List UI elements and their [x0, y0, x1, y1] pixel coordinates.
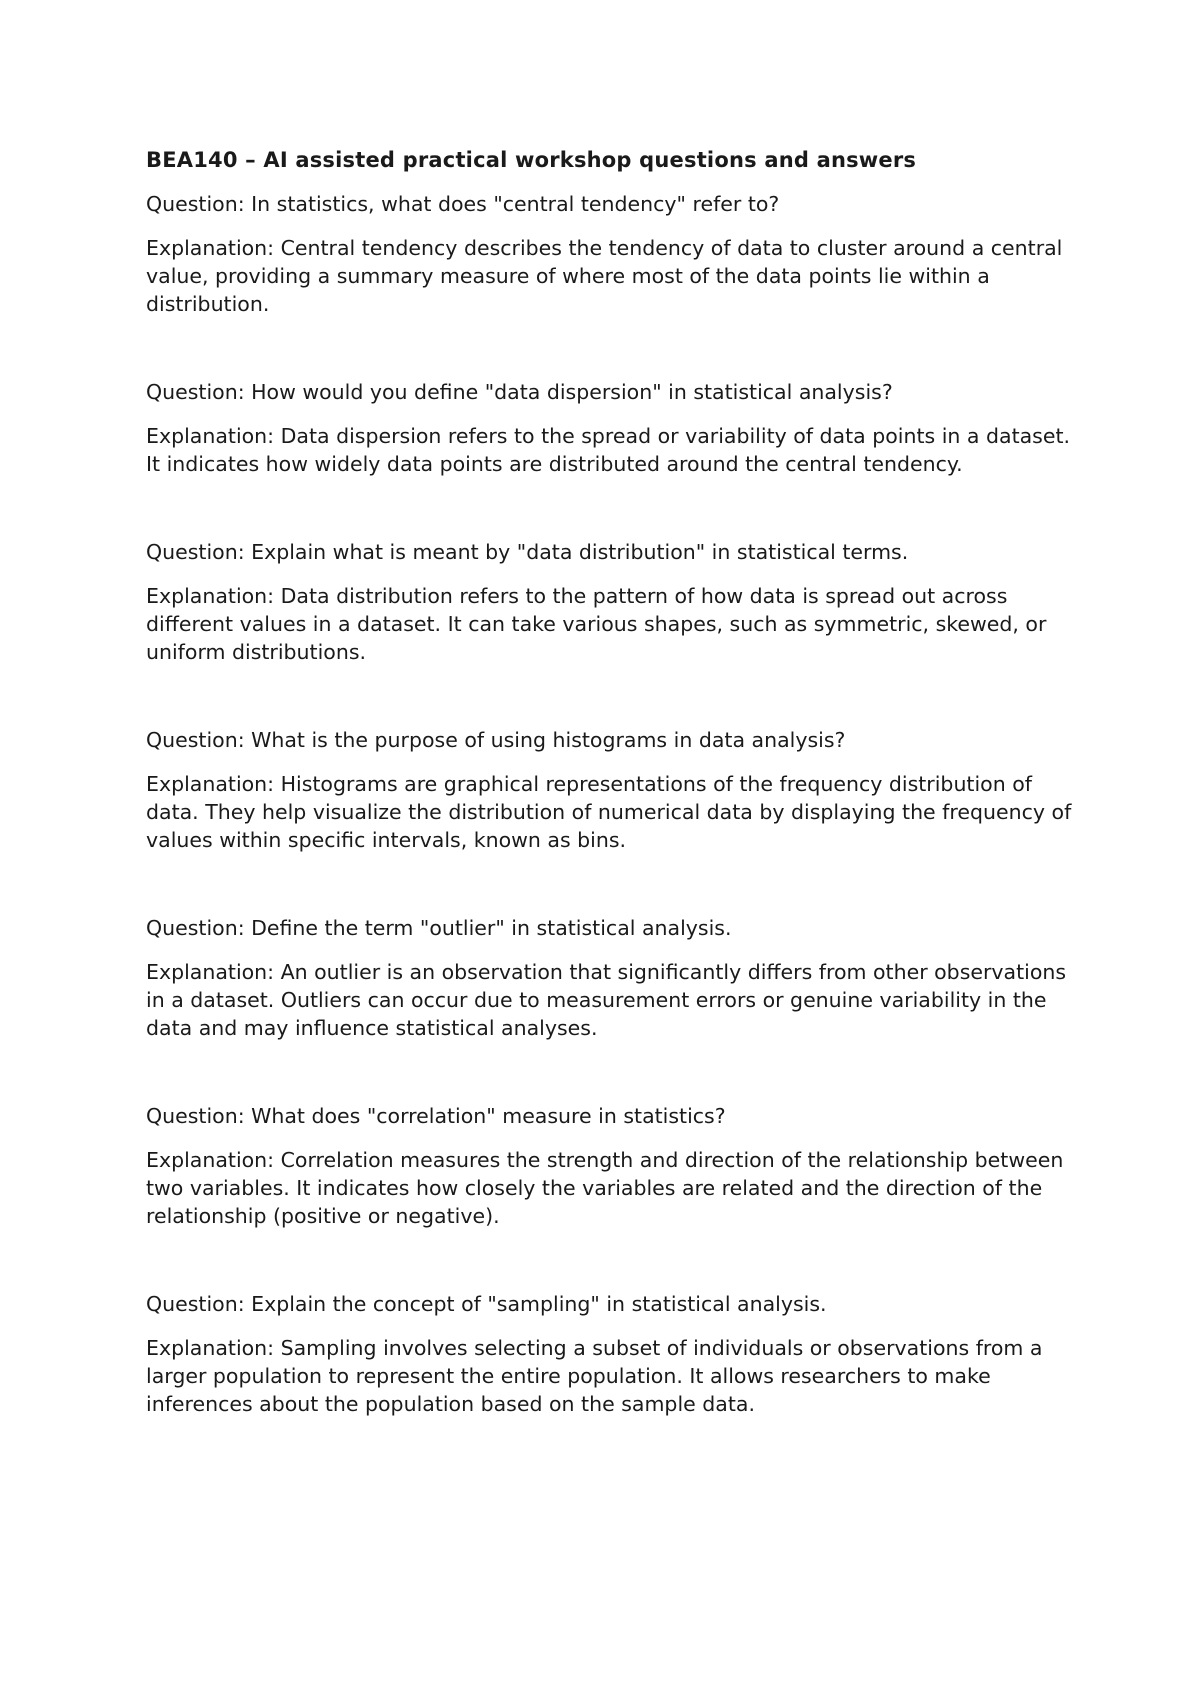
question-text: Question: In statistics, what does "central tendency" refer to?	[146, 192, 780, 216]
explanation-text: Explanation: Data distribution refers to the pattern of how data is spread out across different values in a dataset. It can take various shapes, such as symmetric, skewed, or uniform distributions.	[146, 584, 1047, 664]
qa-item	[146, 1102, 1086, 1230]
question-text: Question: How would you define "data dispersion" in statistical analysis?	[146, 380, 893, 404]
qa-item	[146, 1290, 1086, 1418]
qa-item	[146, 538, 1086, 666]
question-text: Question: Explain what is meant by "data distribution" in statistical terms.	[146, 540, 909, 564]
explanation-text: Explanation: An outlier is an observation that significantly differs from other observations in a dataset. Outliers can occur due to measurement errors or genuine variability in the data and may influence statistical analyses.	[146, 960, 1067, 1040]
explanation-text: Explanation: Central tendency describes the tendency of data to cluster around a central value, providing a summary measure of where most of the data points lie within a distribution.	[146, 236, 1063, 316]
qa-item	[146, 378, 1086, 478]
explanation-text: Explanation: Sampling involves selecting a subset of individuals or observations from a larger population to represent the entire population. It allows researchers to make inferences about the population based on the sample data.	[146, 1336, 1043, 1416]
document-page	[146, 146, 1086, 1478]
question-text: Question: Explain the concept of "sampling" in statistical analysis.	[146, 1292, 827, 1316]
qa-item	[146, 190, 1086, 318]
qa-item	[146, 914, 1086, 1042]
question-text: Question: What is the purpose of using histograms in data analysis?	[146, 728, 846, 752]
question-text: Question: Define the term "outlier" in statistical analysis.	[146, 916, 732, 940]
qa-item	[146, 726, 1086, 854]
explanation-text: Explanation: Histograms are graphical representations of the frequency distribution of data. They help visualize the distribution of numerical data by displaying the frequency of values within specific intervals, known as bins.	[146, 772, 1072, 852]
explanation-text: Explanation: Data dispersion refers to the spread or variability of data points in a dataset. It indicates how widely data points are distributed around the central tendency.	[146, 424, 1071, 476]
question-text: Question: What does "correlation" measure in statistics?	[146, 1104, 726, 1128]
explanation-text: Explanation: Correlation measures the strength and direction of the relationship between two variables. It indicates how closely the variables are related and the direction of the relationship (positive or negative).	[146, 1148, 1064, 1228]
document-title: BEA140 – AI assisted practical workshop questions and answers	[146, 148, 917, 172]
